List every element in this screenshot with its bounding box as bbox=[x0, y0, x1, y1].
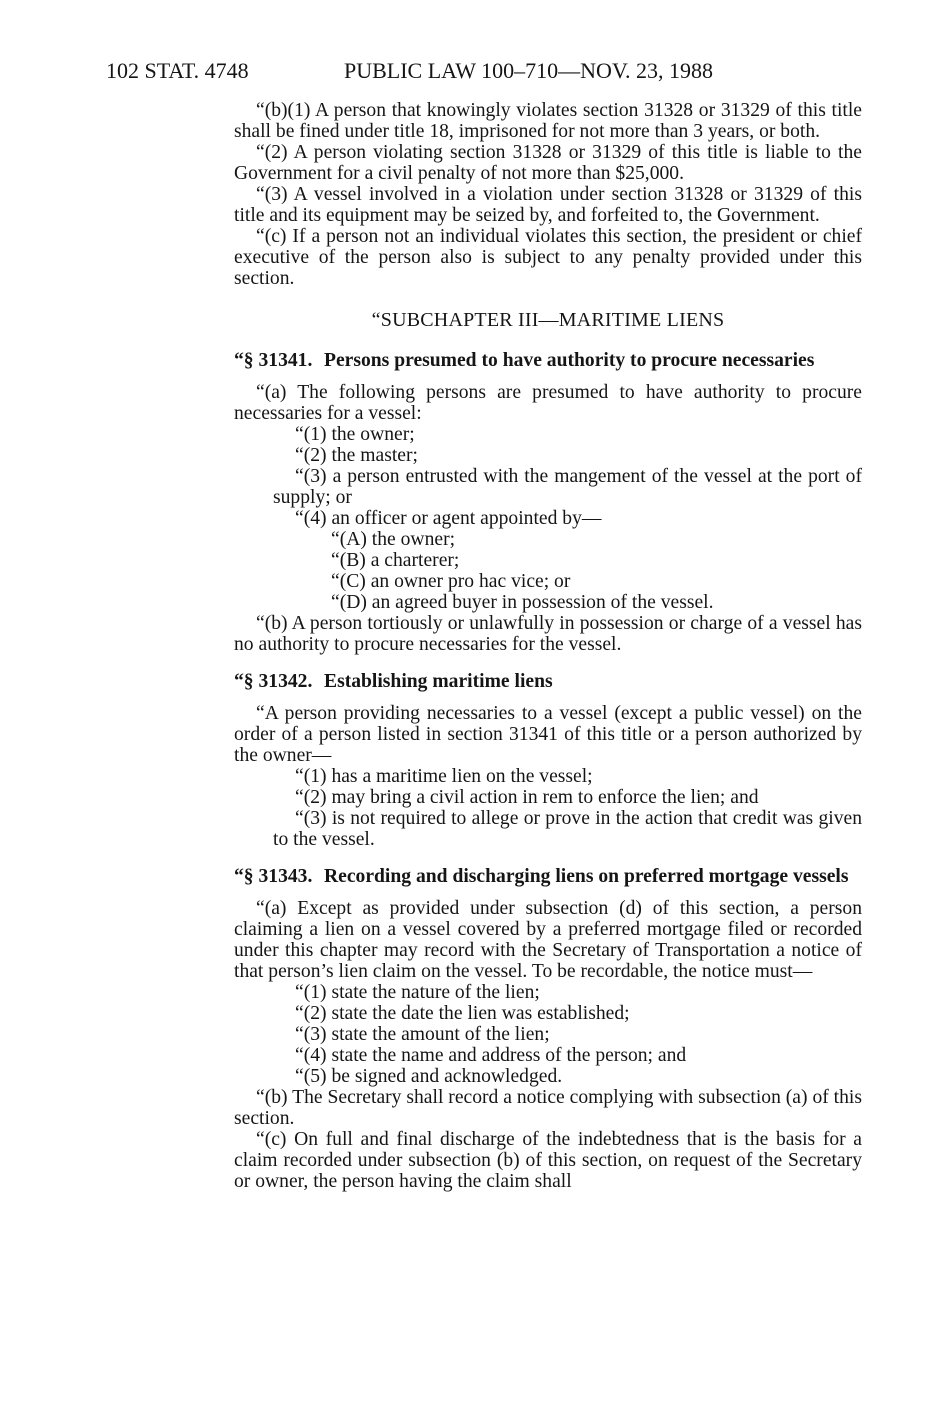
section-heading-31342 bbox=[234, 671, 862, 692]
page-body bbox=[234, 100, 862, 1192]
list-item: “(3) state the amount of the lien; bbox=[295, 1024, 550, 1045]
paragraph-b3: “(3) A vessel involved in a violation under section 31328 or 31329 of this title and its equipment may be seized by, and forfeited to, the Government. bbox=[234, 184, 862, 226]
paragraph-31341-b: “(b) A person tortiously or unlawfully in possession or charge of a vessel has no authority to procure necessaries for the vessel. bbox=[234, 613, 862, 655]
list-item: “(1) has a maritime lien on the vessel; bbox=[295, 766, 593, 787]
list-item: “(3) is not required to allege or prove in the action that credit was given to the vessel. bbox=[273, 808, 862, 850]
section-heading-31343 bbox=[234, 866, 862, 887]
list-item: “(1) the owner; bbox=[295, 424, 415, 445]
list-item: “(2) may bring a civil action in rem to enforce the lien; and bbox=[295, 787, 759, 808]
paragraph-31341-a: “(a) The following persons are presumed to have authority to procure necessaries for a vessel: bbox=[234, 382, 862, 424]
sub-list-item: “(D) an agreed buyer in possession of the vessel. bbox=[331, 592, 714, 613]
section-number: “§ 31341. bbox=[234, 350, 313, 371]
section-title: Establishing maritime liens bbox=[324, 671, 553, 692]
paragraph-31343-c: “(c) On full and final discharge of the indebtedness that is the basis for a claim recorded under subsection (b) of this section, on request of the Secretary or owner, the person having the claim shall bbox=[234, 1129, 862, 1192]
subchapter-heading: “SUBCHAPTER III—MARITIME LIENS bbox=[371, 309, 725, 331]
section-number: “§ 31343. bbox=[234, 866, 313, 887]
list-item: “(4) an officer or agent appointed by— bbox=[295, 508, 602, 529]
list-item: “(2) state the date the lien was established; bbox=[295, 1003, 630, 1024]
section-title: Recording and discharging liens on preferred mortgage vessels bbox=[324, 866, 849, 887]
paragraph-c: “(c) If a person not an individual violates this section, the president or chief executive of the person also is subject to any penalty provided under this section. bbox=[234, 226, 862, 289]
list-item: “(5) be signed and acknowledged. bbox=[295, 1066, 563, 1087]
paragraph-b1: “(b)(1) A person that knowingly violates section 31328 or 31329 of this title shall be fined under title 18, imprisoned for not more than 3 years, or both. bbox=[234, 100, 862, 142]
paragraph-31343-a: “(a) Except as provided under subsection (d) of this section, a person claiming a lien on a vessel covered by a preferred mortgage filed or recorded under this chapter may record with the Secretary of Transportation a notice of that person’s lien claim on the vessel. To be recordable, the notice must— bbox=[234, 898, 862, 982]
paragraph-31342-intro: “A person providing necessaries to a vessel (except a public vessel) on the order of a person listed in section 31341 of this title or a person authorized by the owner— bbox=[234, 703, 862, 766]
paragraph-31343-b: “(b) The Secretary shall record a notice complying with subsection (a) of this section. bbox=[234, 1087, 862, 1129]
stat-page-number: 102 STAT. 4748 bbox=[106, 58, 249, 83]
sub-list-item: “(C) an owner pro hac vice; or bbox=[331, 571, 571, 592]
section-heading-31341 bbox=[234, 350, 862, 371]
running-head: PUBLIC LAW 100–710—NOV. 23, 1988 bbox=[344, 58, 713, 83]
list-item: “(4) state the name and address of the person; and bbox=[295, 1045, 687, 1066]
page-header bbox=[106, 58, 866, 88]
sub-list-item: “(A) the owner; bbox=[331, 529, 456, 550]
paragraph-b2: “(2) A person violating section 31328 or 31329 of this title is liable to the Government for a civil penalty of not more than $25,000. bbox=[234, 142, 862, 184]
list-item: “(2) the master; bbox=[295, 445, 418, 466]
list-item: “(3) a person entrusted with the mangement of the vessel at the port of supply; or bbox=[273, 466, 862, 508]
section-title: Persons presumed to have authority to procure necessaries bbox=[324, 350, 815, 371]
list-item: “(1) state the nature of the lien; bbox=[295, 982, 540, 1003]
section-number: “§ 31342. bbox=[234, 671, 313, 692]
sub-list-item: “(B) a charterer; bbox=[331, 550, 460, 571]
